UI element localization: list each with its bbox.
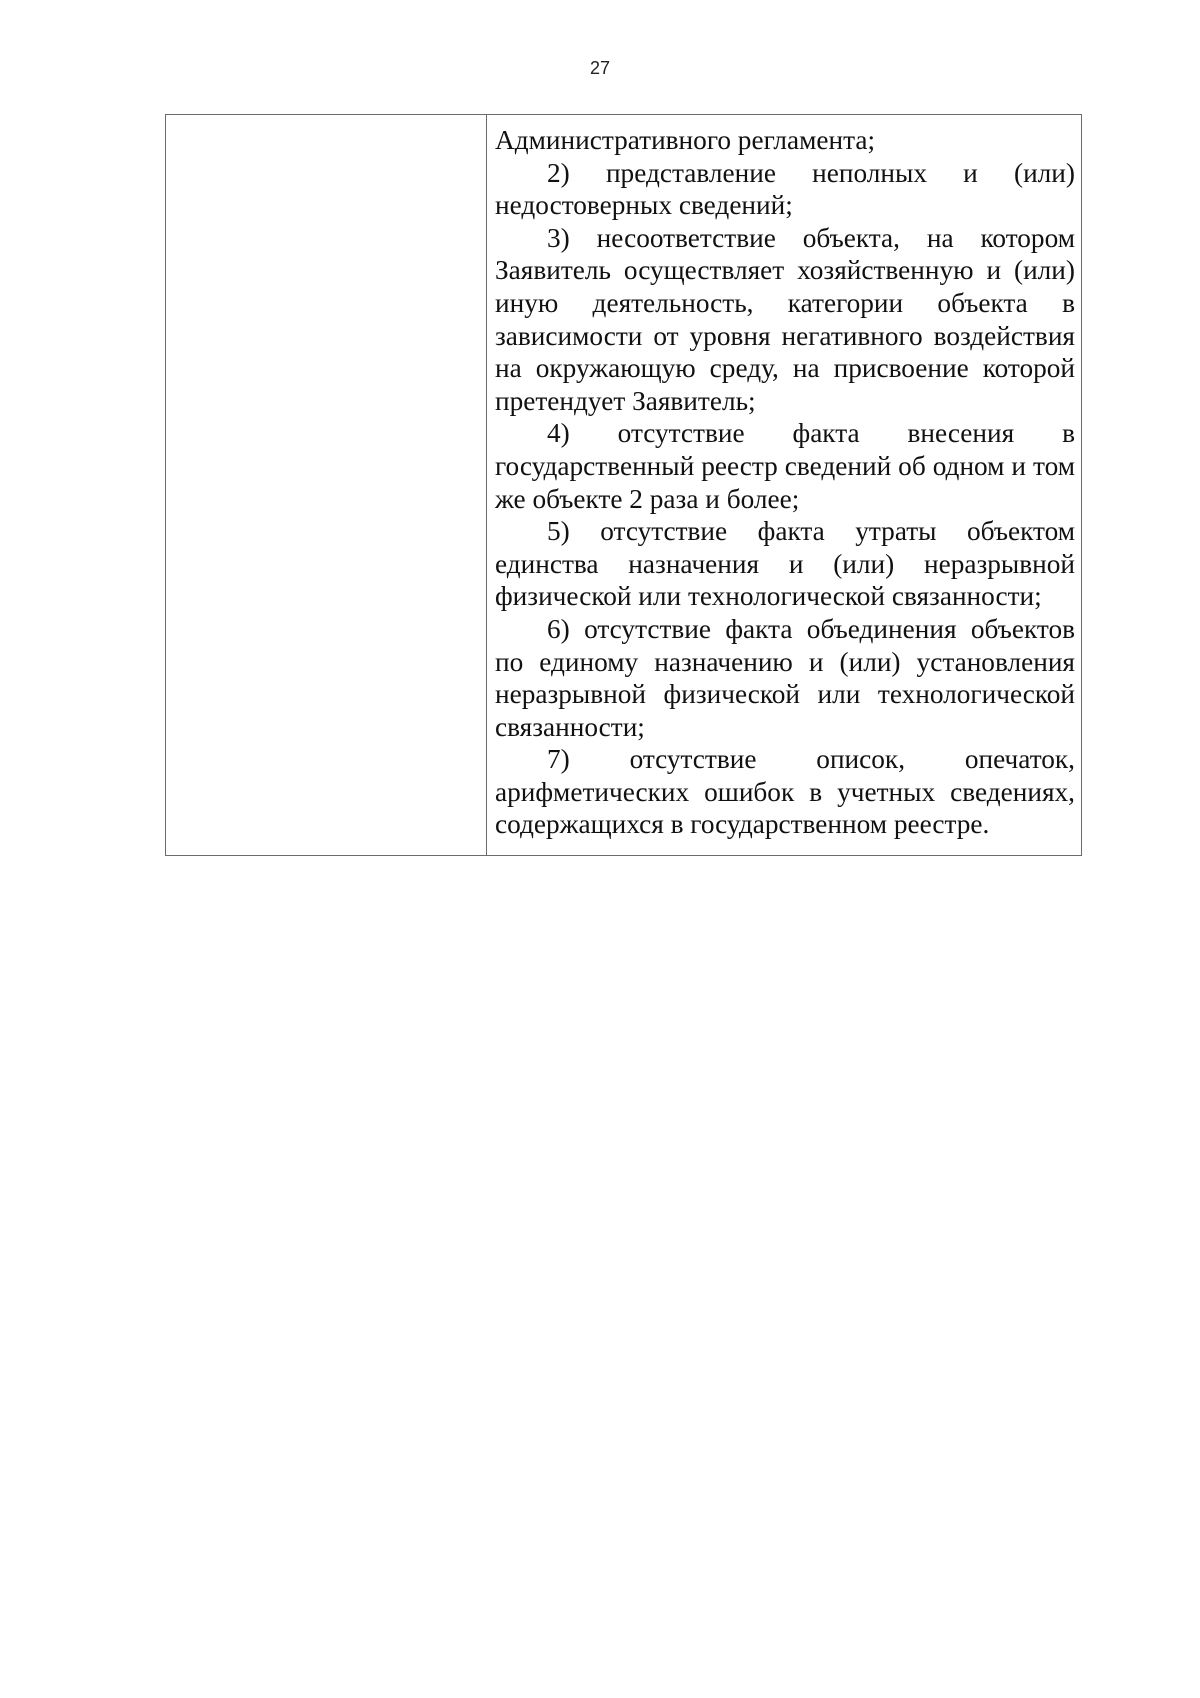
table-cell-right (487, 115, 1081, 855)
table-cell-left (166, 115, 487, 855)
paragraph-continuation: Административного регламента; (495, 125, 876, 155)
list-item-3: 3) несоответствие объекта, на котором Заявитель осуществляет хозяйственную и (или) иную деятельность, категории объекта в зависимости от уровня негативного воздействия на окружающую среду, на присвоение которой претендует Заявитель; (495, 222, 1075, 416)
list-item-2: 2) представление неполных и (или) недостоверных сведений; (495, 157, 1075, 221)
list-item-4: 4) отсутствие факта внесения в государственный реестр сведений об одном и том же объекте 2 раза и более; (495, 418, 1075, 514)
document-table (165, 114, 1082, 856)
page-number: 27 (589, 58, 611, 78)
list-item-7: 7) отсутствие описок, опечаток, арифметических ошибок в учетных сведениях, содержащихся в государственном реестре. (495, 744, 1075, 840)
list-item-5: 5) отсутствие факта утраты объектом единства назначения и (или) неразрывной физической или технологической связанности; (495, 516, 1075, 612)
list-item-6: 6) отсутствие факта объединения объектов по единому назначению и (или) установления неразрывной физической или технологической связанности; (495, 613, 1075, 742)
